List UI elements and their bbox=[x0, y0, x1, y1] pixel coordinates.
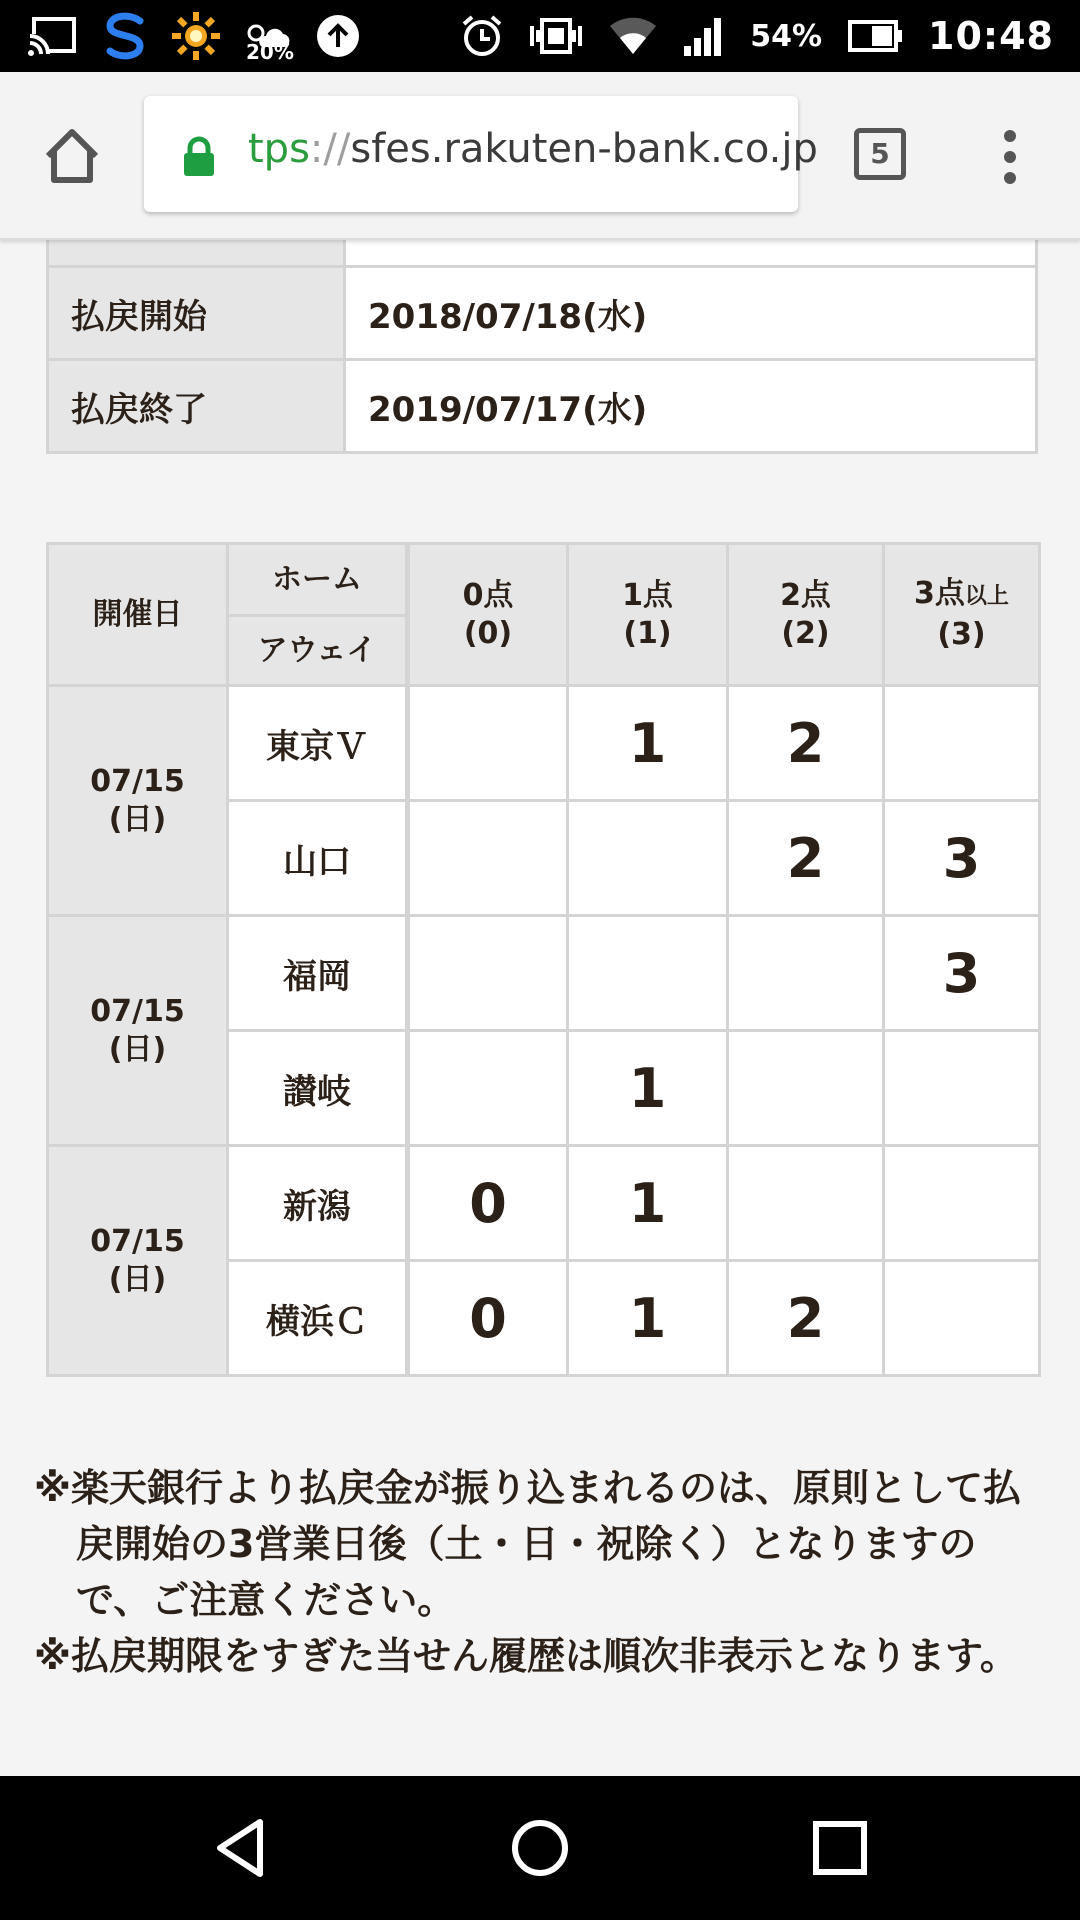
info-value: 2019/07/17(水) bbox=[345, 360, 1037, 453]
navigation-bar bbox=[0, 1776, 1080, 1920]
note-text: ※楽天銀行より払戻金が振り込まれるのは、原則として払戻開始の3営業日後（土・日・祝除く）となりますので、ご注意ください。 bbox=[34, 1466, 1021, 1622]
lock-icon bbox=[182, 136, 216, 176]
home-icon[interactable] bbox=[40, 124, 104, 188]
score-cell: 1 bbox=[568, 1261, 728, 1376]
score-cell bbox=[884, 686, 1040, 801]
upload-icon bbox=[316, 14, 360, 58]
score-cell: 1 bbox=[568, 686, 728, 801]
header-away: アウェイ bbox=[228, 616, 408, 686]
s-app-icon bbox=[100, 11, 150, 61]
score-cell: 2 bbox=[728, 1261, 884, 1376]
score-cell: 3 bbox=[884, 801, 1040, 916]
table-row bbox=[48, 1146, 1040, 1261]
score-cell bbox=[884, 1146, 1040, 1261]
score-cell bbox=[568, 916, 728, 1031]
battery-percent: 54% bbox=[750, 18, 823, 54]
battery-icon bbox=[846, 19, 904, 53]
info-value: 2018/07/18(水) bbox=[345, 267, 1037, 360]
match-results-table bbox=[46, 542, 1041, 1377]
header-score-1: 1点 (1) bbox=[568, 544, 728, 686]
info-label: 払戻終了 bbox=[48, 360, 345, 453]
team-home: 福岡 bbox=[228, 916, 408, 1031]
score-cell bbox=[884, 1261, 1040, 1376]
alarm-icon bbox=[460, 14, 504, 58]
score-cell bbox=[728, 1031, 884, 1146]
wifi-icon bbox=[608, 16, 658, 56]
team-away: 讃岐 bbox=[228, 1031, 408, 1146]
team-away: 横浜Ｃ bbox=[228, 1261, 408, 1376]
team-home: 新潟 bbox=[228, 1146, 408, 1261]
score-cell bbox=[884, 1031, 1040, 1146]
notes bbox=[34, 1460, 1044, 1684]
match-date: 07/15 (日) bbox=[48, 686, 228, 916]
score-cell: 2 bbox=[728, 686, 884, 801]
team-away: 山口 bbox=[228, 801, 408, 916]
status-bar bbox=[0, 0, 1080, 72]
table-row bbox=[48, 916, 1040, 1031]
score-cell bbox=[408, 1031, 568, 1146]
score-cell: 0 bbox=[408, 1261, 568, 1376]
score-cell bbox=[728, 916, 884, 1031]
header-score-3: 3点以上 (3) bbox=[884, 544, 1040, 686]
match-date: 07/15 (日) bbox=[48, 916, 228, 1146]
info-row bbox=[48, 267, 1037, 360]
score-cell bbox=[408, 686, 568, 801]
score-cell: 1 bbox=[568, 1146, 728, 1261]
score-cell: 3 bbox=[884, 916, 1040, 1031]
address-bar[interactable] bbox=[144, 96, 818, 212]
browser-toolbar bbox=[0, 72, 1080, 240]
tab-switcher-button[interactable]: 5 bbox=[854, 128, 906, 180]
header-score-2: 2点 (2) bbox=[728, 544, 884, 686]
info-row bbox=[48, 360, 1037, 453]
home-circle-icon[interactable] bbox=[504, 1812, 576, 1884]
header-score-0: 0点 (0) bbox=[408, 544, 568, 686]
score-cell bbox=[408, 916, 568, 1031]
score-cell: 0 bbox=[408, 1146, 568, 1261]
cast-icon bbox=[28, 16, 78, 56]
score-cell: 1 bbox=[568, 1031, 728, 1146]
score-cell bbox=[728, 1146, 884, 1261]
weather-temp: 20% bbox=[246, 40, 294, 64]
signal-icon bbox=[682, 16, 726, 56]
note-text: ※払戻期限をすぎた当せん履歴は順次非表示となります。 bbox=[34, 1634, 1018, 1678]
score-cell bbox=[408, 801, 568, 916]
header-date: 開催日 bbox=[48, 544, 228, 686]
recents-icon[interactable] bbox=[804, 1812, 876, 1884]
score-cell bbox=[568, 801, 728, 916]
clock: 10:48 bbox=[928, 14, 1054, 58]
page-content bbox=[0, 238, 1080, 1776]
overflow-menu-icon[interactable] bbox=[998, 130, 1022, 184]
vibrate-icon bbox=[528, 16, 584, 56]
score-cell: 2 bbox=[728, 801, 884, 916]
info-label: 払戻開始 bbox=[48, 267, 345, 360]
match-date: 07/15 (日) bbox=[48, 1146, 228, 1376]
back-icon[interactable] bbox=[206, 1812, 278, 1884]
sun-icon bbox=[172, 12, 220, 60]
header-home: ホーム bbox=[228, 544, 408, 616]
table-row bbox=[48, 686, 1040, 801]
url-text[interactable]: tps://sfes.rakuten-bank.co.jp bbox=[248, 126, 818, 172]
team-home: 東京Ｖ bbox=[228, 686, 408, 801]
